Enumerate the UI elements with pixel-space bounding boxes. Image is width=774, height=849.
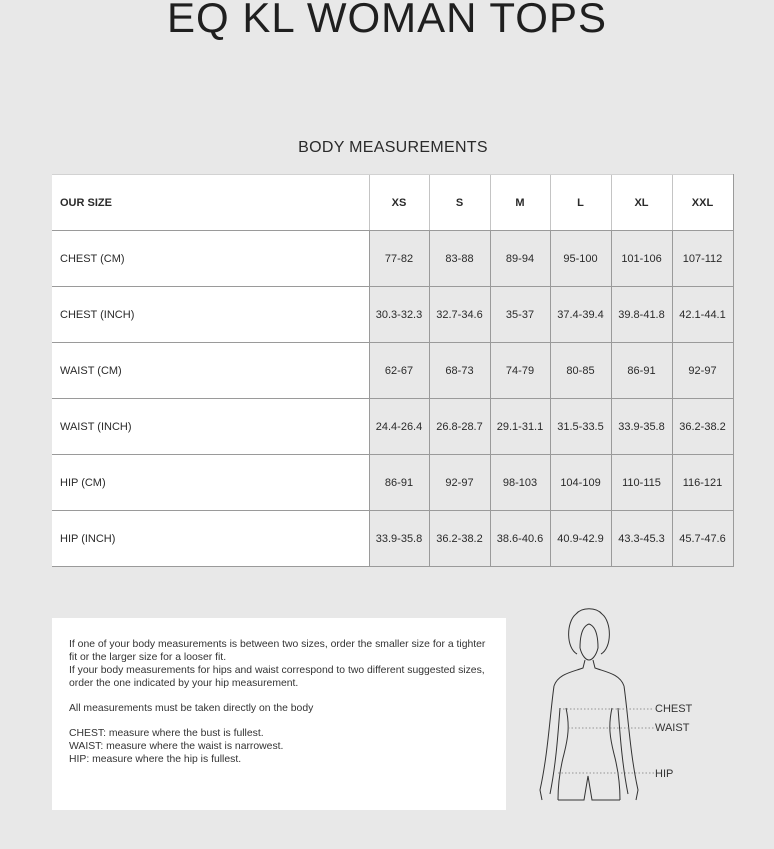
table-cell: 36.2-38.2	[672, 399, 733, 455]
table-cell: 95-100	[550, 231, 611, 287]
table-cell: 92-97	[672, 343, 733, 399]
size-header-m: M	[490, 175, 550, 231]
table-row	[52, 399, 733, 455]
table-cell: 39.8-41.8	[611, 287, 672, 343]
table-cell: 92-97	[429, 455, 490, 511]
table-cell: 43.3-45.3	[611, 511, 672, 567]
table-cell: 35-37	[490, 287, 550, 343]
table-cell: 24.4-26.4	[369, 399, 429, 455]
table-cell: 40.9-42.9	[550, 511, 611, 567]
table-row	[52, 287, 733, 343]
row-label: HIP (CM)	[52, 455, 369, 511]
row-label: WAIST (CM)	[52, 343, 369, 399]
measurement-notes	[52, 618, 506, 810]
table-cell: 98-103	[490, 455, 550, 511]
table-cell: 107-112	[672, 231, 733, 287]
table-cell: 80-85	[550, 343, 611, 399]
table-cell: 32.7-34.6	[429, 287, 490, 343]
table-cell: 31.5-33.5	[550, 399, 611, 455]
table-cell: 86-91	[369, 455, 429, 511]
table-cell: 104-109	[550, 455, 611, 511]
table-cell: 36.2-38.2	[429, 511, 490, 567]
table-cell: 74-79	[490, 343, 550, 399]
table-cell: 110-115	[611, 455, 672, 511]
row-label: WAIST (INCH)	[52, 399, 369, 455]
row-label: HIP (INCH)	[52, 511, 369, 567]
table-cell: 62-67	[369, 343, 429, 399]
header-label: OUR SIZE	[52, 175, 369, 231]
table-cell: 89-94	[490, 231, 550, 287]
row-label: CHEST (INCH)	[52, 287, 369, 343]
waist-label: WAIST	[655, 722, 690, 734]
table-cell: 33.9-35.8	[369, 511, 429, 567]
table-header-row	[52, 175, 733, 231]
page-title: EQ KL WOMAN TOPS	[167, 0, 607, 41]
hip-label: HIP	[655, 768, 674, 780]
table-cell: 68-73	[429, 343, 490, 399]
size-header-xs: XS	[369, 175, 429, 231]
table-cell: 86-91	[611, 343, 672, 399]
table-row	[52, 343, 733, 399]
note-hip-waist: If your body measurements for hips and waist correspond to two different suggested sizes, order the one indicated by your hip measurement.	[69, 665, 485, 689]
table-cell: 77-82	[369, 231, 429, 287]
table-cell: 26.8-28.7	[429, 399, 490, 455]
table-cell: 116-121	[672, 455, 733, 511]
table-row	[52, 231, 733, 287]
size-table	[52, 174, 734, 567]
table-row	[52, 511, 733, 567]
size-header-xxl: XXL	[672, 175, 733, 231]
note-between-sizes: If one of your body measurements is between two sizes, order the smaller size for a tighter fit or the larger size for a looser fit.	[69, 639, 486, 663]
chest-label: CHEST	[655, 703, 693, 715]
size-header-s: S	[429, 175, 490, 231]
table-row	[52, 455, 733, 511]
section-title: BODY MEASUREMENTS	[298, 139, 488, 156]
table-cell: 45.7-47.6	[672, 511, 733, 567]
note-on-body: All measurements must be taken directly on the body	[69, 703, 314, 714]
row-label: CHEST (CM)	[52, 231, 369, 287]
table-cell: 29.1-31.1	[490, 399, 550, 455]
body-silhouette-icon	[530, 604, 730, 804]
size-header-xl: XL	[611, 175, 672, 231]
body-figure	[530, 604, 730, 804]
size-header-l: L	[550, 175, 611, 231]
table-cell: 37.4-39.4	[550, 287, 611, 343]
note-hip: HIP: measure where the hip is fullest.	[69, 754, 242, 765]
table-cell: 30.3-32.3	[369, 287, 429, 343]
table-cell: 42.1-44.1	[672, 287, 733, 343]
table-cell: 38.6-40.6	[490, 511, 550, 567]
table-cell: 101-106	[611, 231, 672, 287]
note-chest: CHEST: measure where the bust is fullest.	[69, 728, 264, 739]
table-cell: 83-88	[429, 231, 490, 287]
table-cell: 33.9-35.8	[611, 399, 672, 455]
note-waist: WAIST: measure where the waist is narrowest.	[69, 741, 284, 752]
